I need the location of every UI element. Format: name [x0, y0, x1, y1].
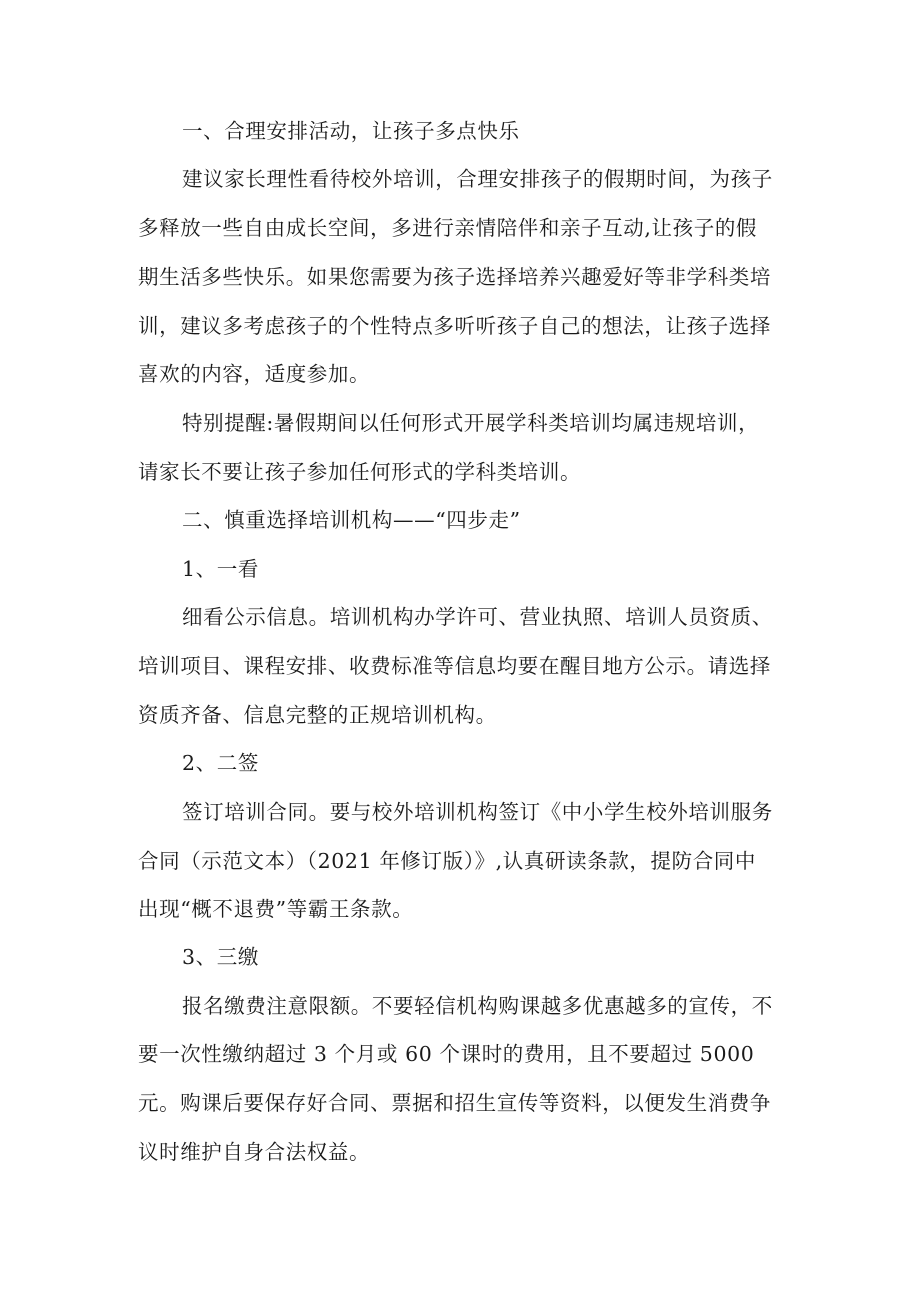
section1-para2-line1: 特别提醒:暑假期间以任何形式开展学科类培训均属违规培训， [182, 411, 760, 435]
step3-line2: 要一次性缴纳超过 3 个月或 60 个课时的费用，且不要超过 5000 [138, 1042, 755, 1066]
section2-heading: 二、慎重选择培训机构——“四步走” [182, 508, 521, 532]
step2-line1: 签订培训合同。要与校外培训机构签订《中小学生校外培训服务 [182, 800, 773, 824]
section1-heading: 一、合理安排活动，让孩子多点快乐 [182, 119, 520, 143]
section1-para1-line5: 喜欢的内容，适度参加。 [138, 362, 371, 386]
step2-line2: 合同（示范文本）（2021 年修订版）》,认真研读条款，提防合同中 [138, 849, 757, 873]
step2-line3: 出现“概不退费”等霸王条款。 [138, 897, 414, 921]
section1-para1-line1: 建议家长理性看待校外培训，合理安排孩子的假期时间，为孩子 [182, 167, 773, 191]
step3-title: 3、三缴 [182, 945, 259, 969]
step3-line4: 议时维护自身合法权益。 [138, 1140, 371, 1164]
step1-title: 1、一看 [182, 557, 259, 581]
section1-para2-line2: 请家长不要让孩子参加任何形式的学科类培训。 [138, 460, 582, 484]
section1-para1-line3: 期生活多些快乐。如果您需要为孩子选择培养兴趣爱好等非学科类培 [138, 265, 771, 289]
step1-line3: 资质齐备、信息完整的正规培训机构。 [138, 703, 497, 727]
step1-line2: 培训项目、课程安排、收费标准等信息均要在醒目地方公示。请选择 [138, 654, 771, 678]
section1-para1-line4: 训，建议多考虑孩子的个性特点多听听孩子自己的想法，让孩子选择 [138, 314, 771, 338]
step1-line1: 细看公示信息。培训机构办学许可、营业执照、培训人员资质、 [182, 605, 773, 629]
step3-line3: 元。购课后要保存好合同、票据和招生宣传等资料，以便发生消费争 [138, 1091, 771, 1115]
section1-para1-line2: 多释放一些自由成长空间，多进行亲情陪伴和亲子互动,让孩子的假 [138, 216, 758, 240]
step2-title: 2、二签 [182, 751, 259, 775]
step3-line1: 报名缴费注意限额。不要轻信机构购课越多优惠越多的宣传，不 [182, 994, 773, 1018]
